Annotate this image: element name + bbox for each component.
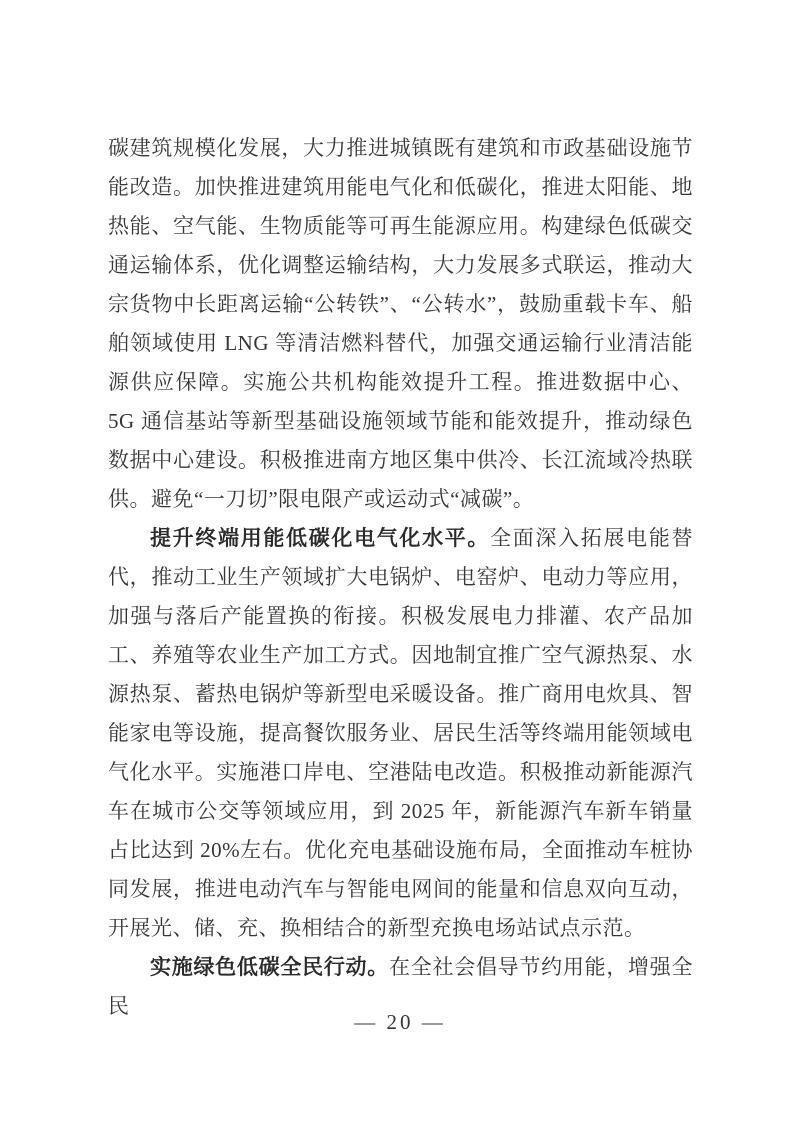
paragraph-lead-bold: 实施绿色低碳全民行动。: [150, 955, 390, 979]
paragraph: [108, 129, 693, 519]
paragraph-text: 在全社会倡导节约用能，增强全民: [108, 955, 694, 1018]
paragraph-text: 全面深入拓展电能替代，推动工业生产领域扩大电锅炉、电窑炉、电动力等应用，加强与落后产能置换的衔接。积极发展电力排灌、农产品加工、养殖等农业生产加工方式。因地制宜推广空气源热泵、水源热泵、蓄热电锅炉等新型电采暖设备。推广商用电炊具、智能家电等设施，提高餐饮服务业、居民生活等终端用能领域电气化水平。实施港口岸电、空港陆电改造。积极推动新能源汽车在城市公交等领域应用，到 2025 年，新能源汽车新车销量占比达到 20%左右。优化充电基础设施布局，全面推动车桩协同发展，推进电动汽车与智能电网间的能量和信息双向互动，开展光、储、充、换相结合的新型充换电场站试点示范。: [108, 526, 693, 940]
paragraph: [108, 519, 693, 948]
paragraph-lead-bold: 提升终端用能低碳化电气化水平。: [150, 526, 491, 550]
paragraph-text: 碳建筑规模化发展，大力推进城镇既有建筑和市政基础设施节能改造。加快推进建筑用能电气化和低碳化，推进太阳能、地热能、空气能、生物质能等可再生能源应用。构建绿色低碳交通运输体系，优化调整运输结构，大力发展多式联运，推动大宗货物中长距离运输“公转铁”、“公转水”，鼓励重载卡车、船舶领域使用 LNG 等清洁燃料替代，加强交通运输行业清洁能源供应保障。实施公共机构能效提升工程。推进数据中心、5G 通信基站等新型基础设施领域节能和能效提升，推动绿色数据中心建设。积极推进南方地区集中供冷、长江流域冷热联供。避免“一刀切”限电限产或运动式“减碳”。: [108, 136, 693, 511]
document-body: [108, 129, 693, 1026]
page-number: — 20 —: [354, 1010, 446, 1034]
